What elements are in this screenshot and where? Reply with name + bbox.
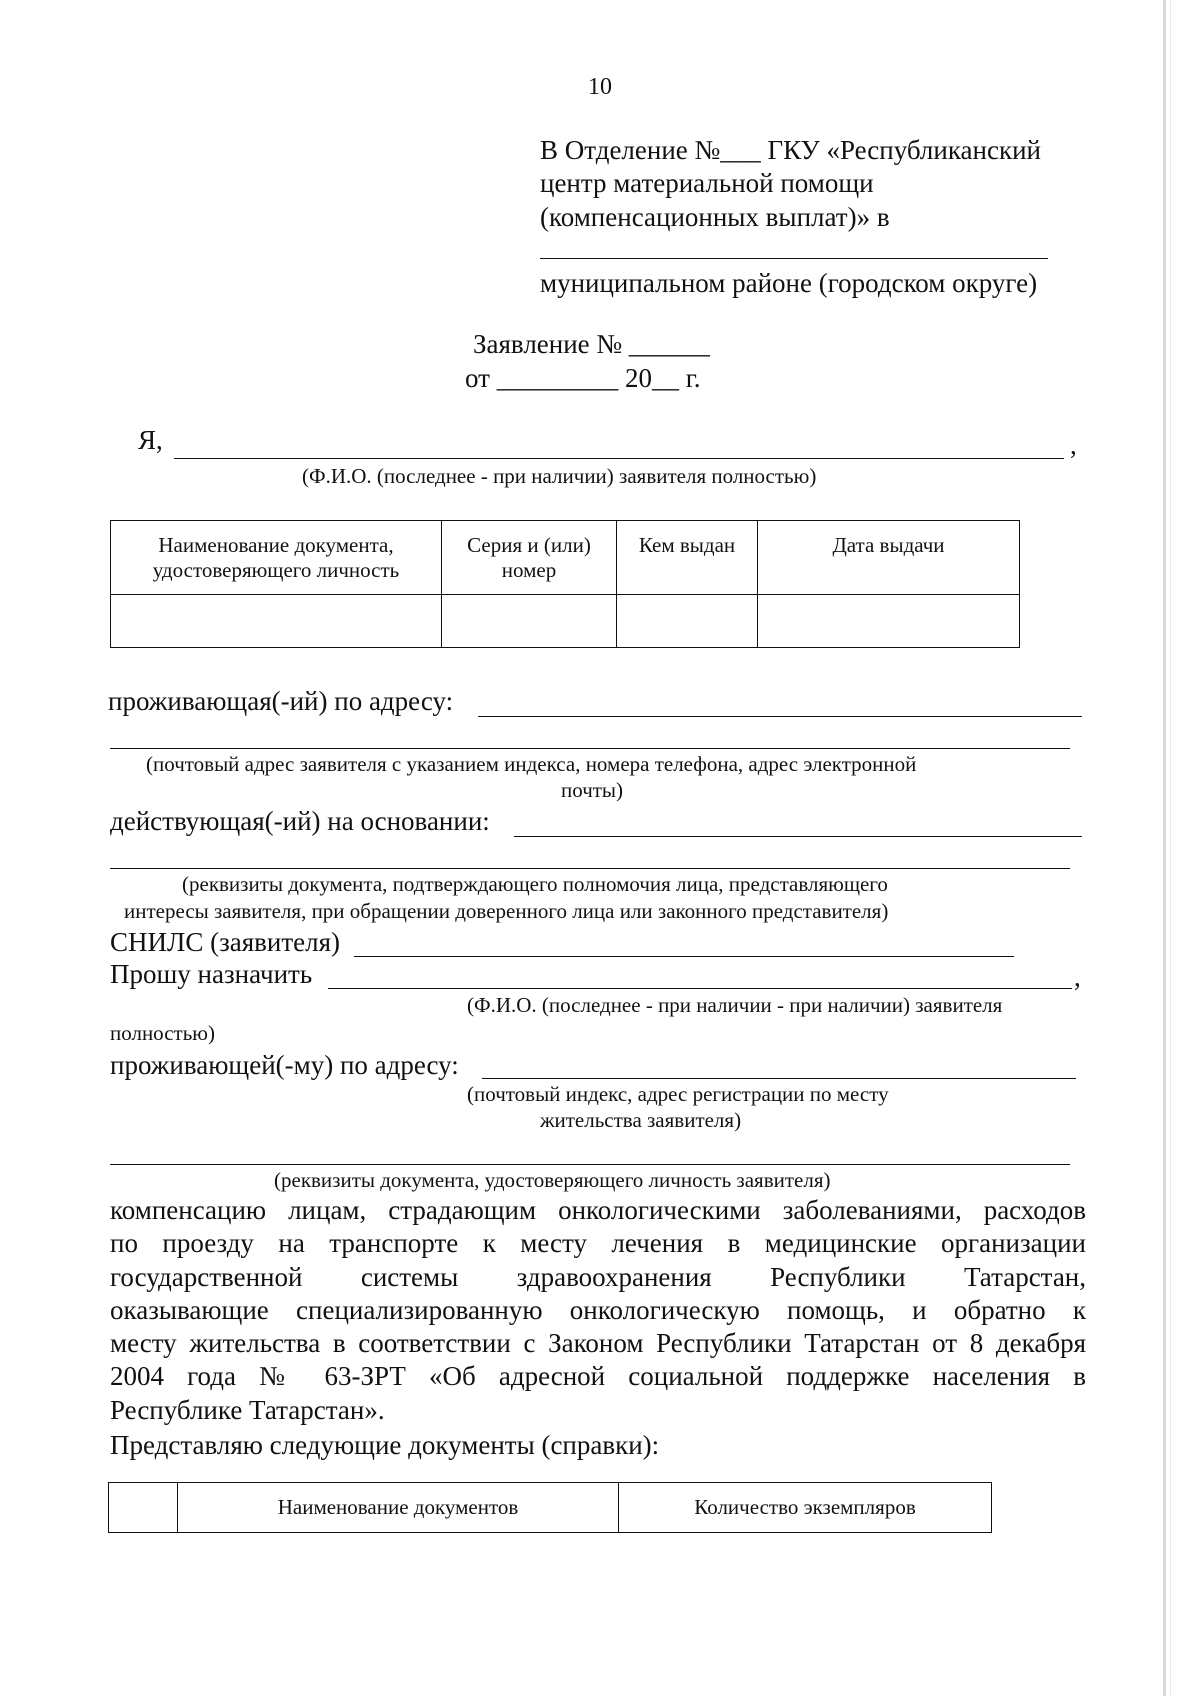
header-issued-by: Кем выдан [617, 521, 758, 595]
cell-issued-by[interactable] [617, 595, 758, 648]
id-details-caption: (реквизиты документа, удостоверяющего личность заявителя) [274, 1168, 831, 1192]
scan-edge-shadow-secondary [1170, 0, 1171, 1696]
applicant-prefix: Я, [138, 425, 163, 455]
basis-caption-1: (реквизиты документа, подтверждающего полномочия лица, представляющего [182, 872, 888, 896]
documents-intro: Представляю следующие документы (справки): [110, 1430, 660, 1460]
header-document-names: Наименование документов [178, 1483, 619, 1533]
cell-doc-name[interactable] [111, 595, 442, 648]
applicant-name-line [174, 458, 1064, 459]
body-line-3: государственной системы здравоохранения Республики Татарстан, [110, 1261, 1086, 1292]
request-caption-2: полностью) [110, 1021, 215, 1045]
basis-line-2 [110, 868, 1070, 869]
request-caption-1: (Ф.И.О. (последнее - при наличии - при наличии) заявителя [467, 993, 1003, 1017]
identity-table-header-row [111, 521, 1020, 595]
residence2-label: проживающей(-му) по адресу: [110, 1050, 459, 1080]
compensation-paragraph [110, 1194, 1086, 1427]
residence-caption-1: (почтовый адрес заявителя с указанием индекса, номера телефона, адрес электронной [146, 752, 917, 776]
documents-table-header-row [109, 1483, 992, 1533]
page-number: 10 [588, 74, 612, 100]
applicant-caption: (Ф.И.О. (последнее - при наличии) заявителя полностью) [302, 464, 817, 488]
header-doc-name: Наименование документа, удостоверяющего личность [111, 521, 442, 595]
residence-caption-2: почты) [561, 778, 624, 802]
body-line-5: месту жительства в соответствии с Законом Республики Татарстан от 8 декабря [110, 1328, 1086, 1359]
id-details-line [110, 1164, 1070, 1165]
body-line-1: компенсацию лицам, страдающим онкологическими заболеваниями, расходов [110, 1195, 1086, 1225]
basis-label: действующая(-ий) на основании: [110, 806, 490, 836]
cell-series-number[interactable] [442, 595, 617, 648]
addressee-line-2: центр материальной помощи [540, 168, 874, 198]
application-date: от _________ 20__ г. [465, 363, 701, 393]
documents-table [108, 1482, 992, 1533]
cell-issue-date[interactable] [758, 595, 1020, 648]
addressee-line-4: муниципальном районе (городском округе) [540, 268, 1038, 298]
residence-line-1 [478, 716, 1082, 717]
body-line-6: 2004 года № 63-ЗРТ «Об адресной социальной поддержке населения в [110, 1361, 1086, 1392]
residence-line-2 [110, 748, 1070, 749]
basis-line-1 [514, 836, 1082, 837]
request-comma: , [1074, 962, 1081, 992]
snils-label: СНИЛС (заявителя) [110, 927, 341, 957]
body-line-2: по проезду на транспорте к месту лечения в медицинские организации [110, 1228, 1086, 1259]
residence2-caption-1: (почтовый индекс, адрес регистрации по месту [467, 1082, 889, 1106]
identity-document-table [110, 520, 1020, 648]
addressee-line-1: В Отделение №___ ГКУ «Республиканский [540, 135, 1041, 165]
application-title: Заявление № ______ [473, 329, 710, 359]
snils-line [354, 956, 1014, 957]
header-series-number: Серия и (или) номер [442, 521, 617, 595]
header-index [109, 1483, 178, 1533]
header-issue-date: Дата выдачи [758, 521, 1020, 595]
residence-label: проживающая(-ий) по адресу: [108, 686, 454, 716]
district-blank-line [540, 258, 1048, 259]
request-label: Прошу назначить [110, 959, 313, 989]
request-line [328, 988, 1072, 989]
residence2-caption-2: жительства заявителя) [540, 1108, 742, 1132]
addressee-line-3: (компенсационных выплат)» в [540, 202, 890, 232]
body-line-4: оказывающие специализированную онкологическую помощь, и обратно к [110, 1294, 1086, 1325]
identity-table-empty-row [111, 595, 1020, 648]
residence2-line [482, 1078, 1076, 1079]
header-copies-count: Количество экземпляров [619, 1483, 992, 1533]
body-line-7: Республике Татарстан». [110, 1394, 385, 1425]
basis-caption-2: интересы заявителя, при обращении доверенного лица или законного представителя) [124, 899, 889, 923]
scan-edge-shadow [1163, 0, 1166, 1696]
applicant-comma: , [1070, 430, 1077, 460]
